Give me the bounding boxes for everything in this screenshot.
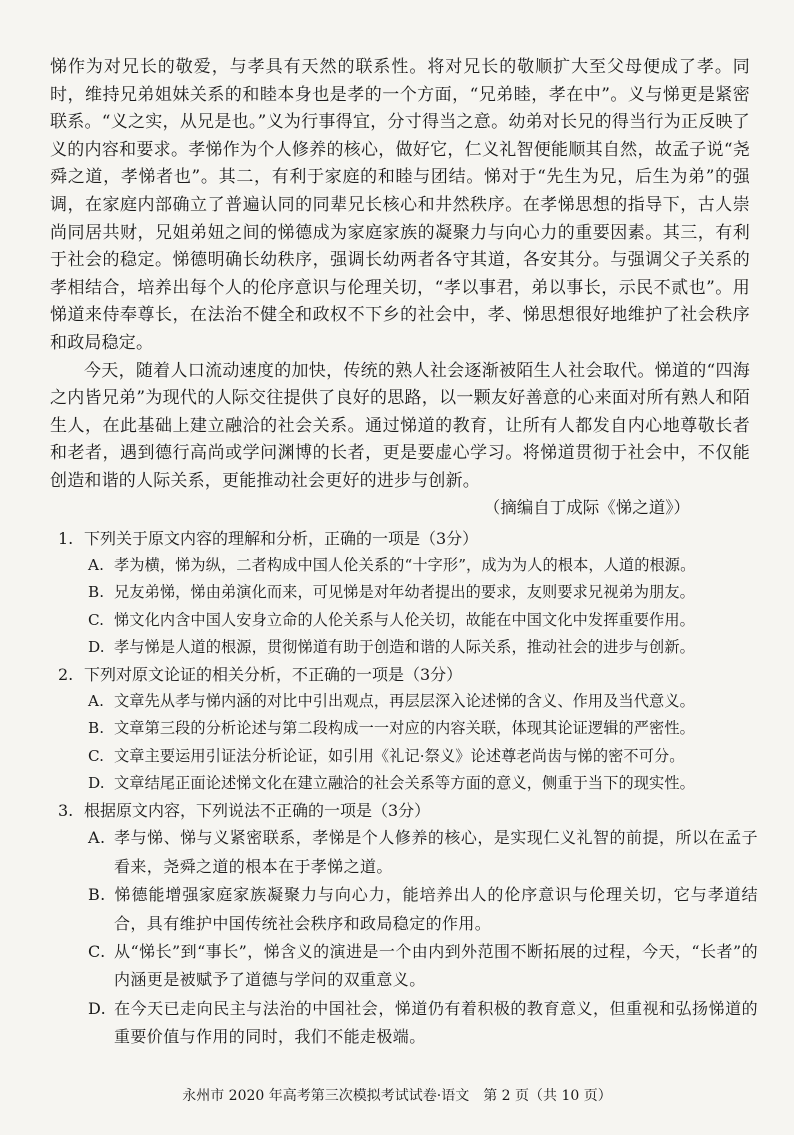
question-3 (58, 798, 758, 1051)
passage-source: （摘编自丁成际《悌之道》） (483, 498, 690, 517)
option-label: A. (88, 692, 104, 711)
question-stem (58, 526, 758, 552)
question-1 (58, 526, 758, 661)
option-label: D. (88, 637, 105, 656)
question-text: 下列关于原文内容的理解和分析，正确的一项是（3分） (84, 529, 479, 548)
question-number: 3. (58, 801, 74, 821)
option-c[interactable] (58, 938, 758, 995)
option-c[interactable] (58, 607, 758, 634)
option-label: D. (88, 774, 105, 793)
option-a[interactable] (58, 552, 758, 579)
option-label: D. (88, 998, 107, 1018)
question-stem (58, 662, 758, 688)
option-text: 从“悌长”到“事长”，悌含义的演进是一个由内到外范围不断拓展的过程，今天，“长者”的内涵更是被赋予了道德与学问的双重意义。 (114, 942, 758, 990)
question-list (58, 526, 758, 1053)
option-text: 悌德能增强家庭家族凝聚力与向心力，能培养出人的伦序意识与伦理关切，它与孝道结合，具有维护中国传统社会秩序和政局稳定的作用。 (114, 885, 758, 933)
option-b[interactable] (58, 881, 758, 938)
option-text: 在今天已走向民主与法治的中国社会，悌道仍有着积极的教育意义，但重视和弘扬悌道的重要价值与作用的同时，我们不能走极端。 (114, 998, 758, 1047)
question-number: 1. (58, 529, 74, 548)
option-a[interactable] (58, 688, 758, 715)
reading-passage (50, 54, 750, 496)
option-text: 兄友弟悌，悌由弟演化而来，可见悌是对年幼者提出的要求，友则要求兄视弟为朋友。 (114, 583, 695, 602)
option-text: 孝与悌、悌与义紧密联系，孝悌是个人修养的核心，是实现仁义礼智的前提，所以在孟子看来，尧舜之道的根本在于孝悌之道。 (114, 828, 758, 876)
question-stem (58, 798, 758, 824)
question-number: 2. (58, 665, 74, 685)
passage-paragraph-1: 悌作为对兄长的敬爱，与孝具有天然的联系性。将对兄长的敬顺扩大至父母便成了孝。同时，维持兄弟姐妹关系的和睦本身也是孝的一个方面，“兄弟睦，孝在中”。义与悌更是紧密联系。“义之实，从兄是也。”义为行事得宜，分寸得当之意。幼弟对长兄的得当行为正反映了义的内容和要求。孝悌作为个人修养的核心，做好它，仁义礼智便能顺其自然，故孟子说“尧舜之道，孝悌者也”。其二，有利于家庭的和睦与团结。悌对于“先生为兄，后生为弟”的强调，在家庭内部确立了普遍认同的同辈兄长核心和井然秩序。在孝悌思想的指导下，古人崇尚同居共财，兄姐弟妞之间的悌德成为家庭家族的凝聚力与向心力的重要因素。其三，有利于社会的稳定。悌德明确长幼秩序，强调长幼两者各守其道，各安其分。与强调父子关系的孝相结合，培养出每个人的伦序意识与伦理关切，“孝以事君，弟以事长，示民不贰也”。用悌道来侍奉尊长，在法治不健全和政权不下乡的社会中，孝、悌思想很好地维护了社会秩序和政局稳定。 (50, 57, 750, 353)
question-text: 下列对原文论证的相关分析，不正确的一项是（3分） (84, 665, 463, 685)
option-b[interactable] (58, 715, 758, 742)
option-label: B. (88, 583, 105, 602)
option-label: C. (88, 610, 105, 629)
option-label: B. (88, 719, 105, 738)
option-label: B. (88, 885, 106, 905)
option-label: C. (88, 942, 106, 961)
option-text: 孝为横，悌为纵，二者构成中国人伦关系的“十字形”，成为为人的根本，人道的根源。 (114, 556, 696, 574)
option-text: 悌文化内含中国人安身立命的人伦关系与人伦关切，故能在中国文化中发挥重要作用。 (114, 610, 695, 629)
option-d[interactable] (58, 770, 758, 797)
option-label: A. (88, 828, 106, 848)
option-d[interactable] (58, 995, 758, 1052)
option-text: 文章主要运用引证法分析论证，如引用《礼记·祭义》论述尊老尚齿与悌的密不可分。 (114, 746, 685, 765)
option-a[interactable] (58, 824, 758, 881)
question-text: 根据原文内容，下列说法不正确的一项是（3分） (84, 801, 431, 821)
option-label: C. (88, 746, 105, 765)
page-footer: 永州市 2020 年高考第三次模拟考试试卷·语文 第 2 页（共 10 页） (182, 1088, 612, 1104)
passage-paragraph-2: 今天，随着人口流动速度的加快，传统的熟人社会逐渐被陌生人社会取代。悌道的“四海之内皆兄弟”为现代的人际交往提供了良好的思路，以一颗友好善意的心来面对所有熟人和陌生人，在此基础上建立融洽的社会关系。通过悌道的教育，让所有人都发自内心地尊敬长者和老者，遇到德行高尚或学问渊博的长者，更是要虚心学习。将悌道贯彻于社会中，不仅能创造和谐的人际关系，更能推动社会更好的进步与创新。 (50, 360, 750, 491)
question-2 (58, 662, 758, 797)
option-label: A. (88, 556, 104, 574)
option-text: 文章第三段的分析论述与第二段构成一一对应的内容关联，体现其论证逻辑的严密性。 (114, 719, 695, 738)
option-text: 文章结尾正面论述悌文化在建立融洽的社会关系等方面的意义，侧重于当下的现实性。 (114, 774, 695, 793)
option-c[interactable] (58, 743, 758, 770)
option-b[interactable] (58, 579, 758, 606)
option-text: 文章先从孝与悌内涵的对比中引出观点，再层层深入论述悌的含义、作用及当代意义。 (114, 692, 695, 711)
option-text: 孝与悌是人道的根源，贯彻悌道有助于创造和谐的人际关系，推动社会的进步与创新。 (114, 637, 695, 656)
option-d[interactable] (58, 634, 758, 661)
